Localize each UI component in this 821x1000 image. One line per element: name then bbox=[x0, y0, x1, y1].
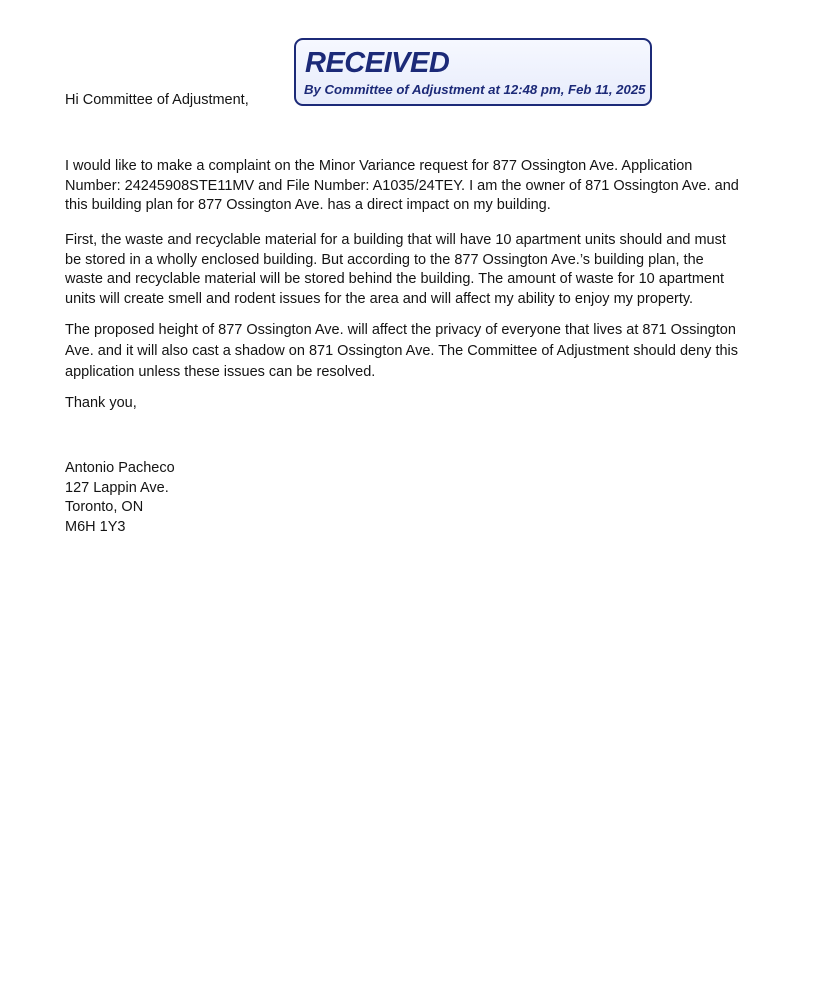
signature-name: Antonio Pacheco bbox=[65, 460, 175, 476]
paragraph-line: Ave. and it will also cast a shadow on 871 Ossington Ave. The Committee of Adjustment should deny this bbox=[65, 343, 739, 359]
paragraph-line: First, the waste and recyclable material for a building that will have 10 apartment units should and must bbox=[65, 232, 726, 248]
paragraph-3 bbox=[65, 320, 755, 383]
paragraph-line: I would like to make a complaint on the Minor Variance request for 877 Ossington Ave. Application bbox=[65, 158, 693, 174]
paragraph-line: this building plan for 877 Ossington Ave. has a direct impact on my building. bbox=[65, 197, 551, 213]
closing: Thank you, bbox=[65, 395, 137, 411]
paragraph-1 bbox=[65, 157, 755, 216]
paragraph-line: waste and recyclable material will be stored behind the building. The amount of waste for 10 apartment bbox=[65, 271, 725, 287]
stamp-title: RECEIVED bbox=[305, 47, 450, 79]
received-stamp bbox=[294, 38, 652, 106]
signature-block bbox=[65, 459, 175, 537]
paragraph-line: Number: 24245908STE11MV and File Number: A1035/24TEY. I am the owner of 871 Ossington Ave. and bbox=[65, 177, 739, 194]
paragraph-line: be stored in a wholly enclosed building. But according to the 877 Ossington Ave.’s building plan, the bbox=[65, 251, 704, 268]
signature-city: Toronto, ON bbox=[65, 499, 144, 515]
signature-street: 127 Lappin Ave. bbox=[65, 479, 169, 496]
paragraph-line: The proposed height of 877 Ossington Ave. will affect the privacy of everyone that lives at 871 Ossington bbox=[65, 322, 736, 338]
paragraph-line: application unless these issues can be resolved. bbox=[65, 364, 376, 380]
signature-postal: M6H 1Y3 bbox=[65, 518, 126, 535]
stamp-subtitle: By Committee of Adjustment at 12:48 pm, Feb 11, 2025 bbox=[304, 82, 646, 97]
greeting: Hi Committee of Adjustment, bbox=[65, 92, 249, 108]
paragraph-2 bbox=[65, 231, 755, 309]
paragraph-line: units will create smell and rodent issues for the area and will affect my ability to enjoy my property. bbox=[65, 290, 694, 307]
